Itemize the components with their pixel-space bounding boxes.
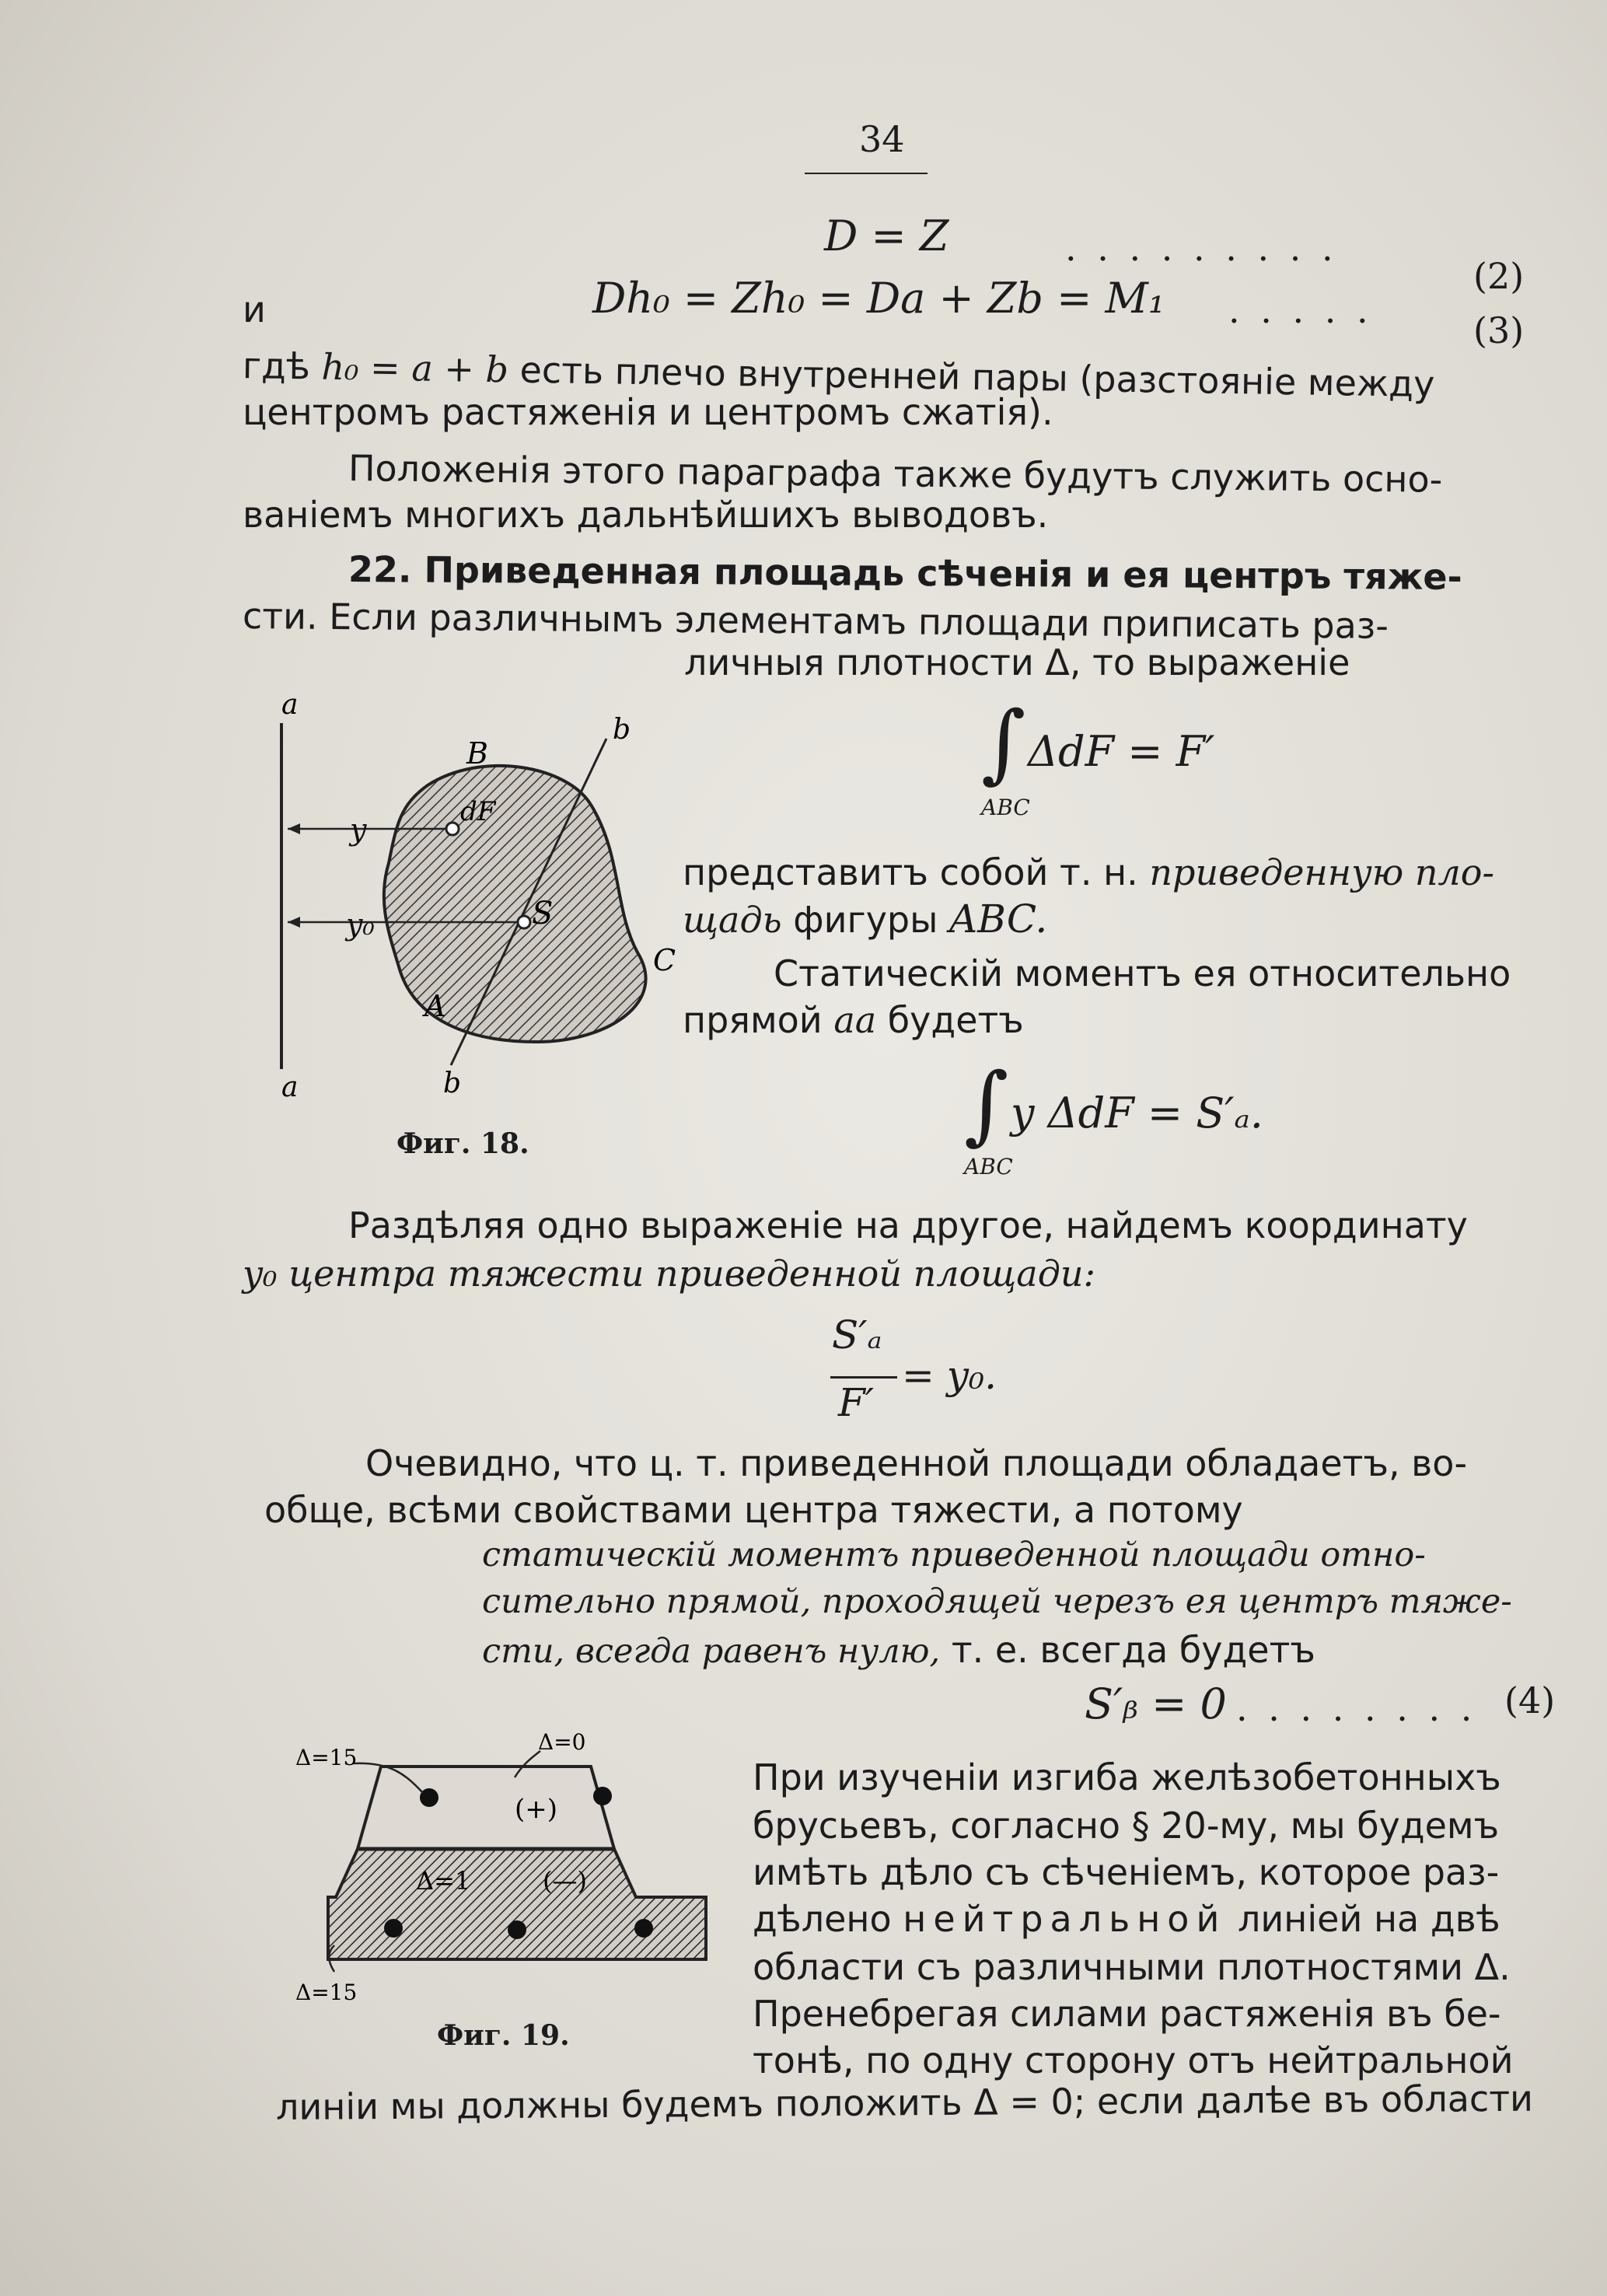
section-22-heading: 22. Приведенная площадь сѣченія и ея центръ тяже- bbox=[348, 548, 1462, 599]
rebar-top-right bbox=[593, 1787, 612, 1805]
p4-math: aa bbox=[833, 999, 877, 1041]
paragraph-7-line-4 bbox=[753, 1896, 1500, 1942]
p6-text: т. е. всегда будетъ bbox=[951, 1629, 1315, 1671]
label-a-top: a bbox=[281, 689, 299, 721]
paragraph-6-line-1: Очевидно, что ц. т. приведенной площади обладаетъ, во- bbox=[365, 1442, 1468, 1484]
label-a-bottom: a bbox=[281, 1071, 299, 1103]
paragraph-6-line-3: статическій моментъ приведенной площади отно- bbox=[482, 1536, 1426, 1574]
p7-spaced: нейтральной bbox=[903, 1898, 1227, 1940]
y0-arrow-head bbox=[288, 917, 300, 928]
fraction-bar bbox=[830, 1376, 897, 1379]
equation-4: S′ᵦ = 0 bbox=[1085, 1679, 1227, 1728]
p6-italic: сти, всегда равенъ нулю, bbox=[482, 1632, 941, 1671]
integral-sign-2: ∫ bbox=[964, 1054, 1009, 1154]
figure-19-caption: Фиг. 19. bbox=[437, 2019, 570, 2052]
paragraph-6-line-2: обще, всѣми свойствами центра тяжести, а потому bbox=[264, 1489, 1243, 1531]
p1-text: есть плечо внутренней пары (разстояніе между bbox=[519, 348, 1435, 406]
paragraph-4-line-2 bbox=[683, 997, 1024, 1043]
paragraph-3-line-2 bbox=[683, 896, 1047, 943]
paragraph-6-line-5 bbox=[482, 1627, 1315, 1675]
label-y0: y₀ bbox=[346, 907, 375, 942]
label-delta1: Δ=1 bbox=[416, 1866, 471, 1896]
equation-3: Dh₀ = Zh₀ = Da + Zb = M₁ bbox=[592, 274, 1165, 323]
p3-math: ABC. bbox=[949, 896, 1048, 942]
paragraph-5-line-1: Раздѣляя одно выраженіе на другое, найдемъ координату bbox=[348, 1204, 1468, 1246]
paragraph-4-line-1: Статическій моментъ ея относительно bbox=[774, 952, 1511, 994]
p7-text: дѣлено bbox=[753, 1898, 892, 1940]
label-A: A bbox=[424, 989, 446, 1023]
dF-element-point bbox=[446, 823, 459, 835]
label-b-bottom: b bbox=[443, 1068, 462, 1099]
p1-word: гдѣ bbox=[242, 344, 311, 388]
fraction-denominator: F′ bbox=[838, 1380, 875, 1425]
label-C: C bbox=[653, 943, 676, 977]
eq2-lhs: D bbox=[824, 211, 858, 260]
eq4-dots: . . . . . . . . bbox=[1236, 1687, 1477, 1729]
paragraph-7-line-6: Пренебрегая силами растяженія въ бе- bbox=[753, 1993, 1501, 2035]
paragraph-7-line-5: области съ различными плотностями Δ. bbox=[753, 1946, 1511, 1988]
eq3-prefix: и bbox=[243, 288, 266, 330]
fraction-numerator: S′ₐ bbox=[832, 1312, 882, 1358]
label-b-top: b bbox=[613, 714, 631, 746]
p3-italic-2: щадь bbox=[683, 899, 782, 941]
rebar-bottom-middle bbox=[508, 1920, 526, 1939]
paragraph-2-line-2: ваніемъ многихъ дальнѣйшихъ выводовъ. bbox=[243, 494, 1049, 536]
page-number: 34 bbox=[859, 118, 905, 160]
y-arrow-head bbox=[288, 823, 300, 834]
tension-zone bbox=[328, 1849, 706, 1959]
eq3-dots: . . . . . bbox=[1228, 289, 1373, 331]
paragraph-1-line-2: центромъ растяженія и центромъ сжатія). bbox=[243, 391, 1053, 433]
equation-2: D = Z bbox=[824, 211, 949, 260]
eq3-number: (3) bbox=[1473, 309, 1525, 351]
p3-italic: приведенную пло- bbox=[1149, 851, 1495, 893]
label-B: B bbox=[466, 736, 488, 771]
paragraph-2-line-1: Положенія этого параграфа также будутъ служить осно- bbox=[348, 447, 1443, 501]
p5-italic: центра тяжести приведенной площади: bbox=[288, 1253, 1095, 1295]
p3-text-2: фигуры bbox=[793, 899, 938, 941]
rebar-bottom-right bbox=[634, 1919, 653, 1938]
section-shape bbox=[384, 766, 646, 1042]
centroid-S-point bbox=[518, 916, 530, 928]
p1-math: h₀ = a + b bbox=[321, 345, 509, 391]
p4-text-2: будетъ bbox=[887, 999, 1024, 1041]
paragraph-7-line-3: имѣть дѣло съ сѣченіемъ, которое раз- bbox=[753, 1851, 1500, 1893]
label-dF: dF bbox=[460, 796, 496, 827]
label-S: S bbox=[532, 896, 554, 931]
eq2-number: (2) bbox=[1473, 255, 1525, 297]
figure-18-caption: Фиг. 18. bbox=[397, 1127, 529, 1160]
label-minus: (—) bbox=[543, 1866, 587, 1896]
label-delta15-bottom: Δ=15 bbox=[295, 1980, 358, 2005]
fraction-rhs: = y₀. bbox=[902, 1353, 997, 1398]
paragraph-5-line-2 bbox=[243, 1250, 1095, 1297]
rebar-top-left bbox=[420, 1788, 438, 1807]
figure-19 bbox=[280, 1718, 723, 2029]
integral-1-body: ΔdF = F′ bbox=[1028, 727, 1215, 776]
label-plus: (+) bbox=[515, 1794, 558, 1825]
rebar-bottom-left bbox=[384, 1919, 403, 1938]
eq2-dots: . . . . . . . . . bbox=[1065, 227, 1338, 269]
p3-text: представитъ собой т. н. bbox=[683, 851, 1138, 893]
section-22-line-3: личныя плотности Δ, то выраженіе bbox=[684, 641, 1350, 683]
label-delta15-top: Δ=15 bbox=[295, 1745, 358, 1770]
integral-2-subscript: ABC bbox=[964, 1154, 1013, 1179]
compression-zone bbox=[358, 1767, 614, 1849]
p5-math: y₀ bbox=[243, 1253, 278, 1295]
p4-text: прямой bbox=[683, 999, 823, 1041]
label-y: y bbox=[350, 813, 367, 847]
figure-18 bbox=[233, 676, 684, 1143]
section-22-line-2: сти. Если различнымъ элементамъ площади приписать раз- bbox=[242, 595, 1389, 647]
page-number-rule bbox=[805, 173, 928, 174]
paragraph-7-line-1: При изученіи изгиба желѣзобетонныхъ bbox=[753, 1756, 1501, 1798]
paragraph-7-line-2: брусьевъ, согласно § 20-му, мы будемъ bbox=[753, 1805, 1500, 1847]
paragraph-6-line-4: сительно прямой, проходящей черезъ ея центръ тяже- bbox=[482, 1582, 1512, 1621]
paragraph-7-line-8: линіи мы должны будемъ положить Δ = 0; если далѣе въ области bbox=[275, 2077, 1534, 2128]
eq2-rhs: Z bbox=[919, 211, 949, 260]
paragraph-3-line-1 bbox=[683, 849, 1494, 896]
integral-sign-1: ∫ bbox=[981, 693, 1026, 792]
paragraph-7-line-7: тонѣ, по одну сторону отъ нейтральной bbox=[753, 2039, 1514, 2081]
eq4-number: (4) bbox=[1504, 1679, 1556, 1721]
label-delta0: Δ=0 bbox=[538, 1729, 586, 1755]
integral-1-subscript: ABC bbox=[981, 795, 1030, 820]
integral-2-body: y ΔdF = S′ₐ. bbox=[1011, 1089, 1263, 1138]
p7-text-2: линіей на двѣ bbox=[1237, 1898, 1500, 1940]
